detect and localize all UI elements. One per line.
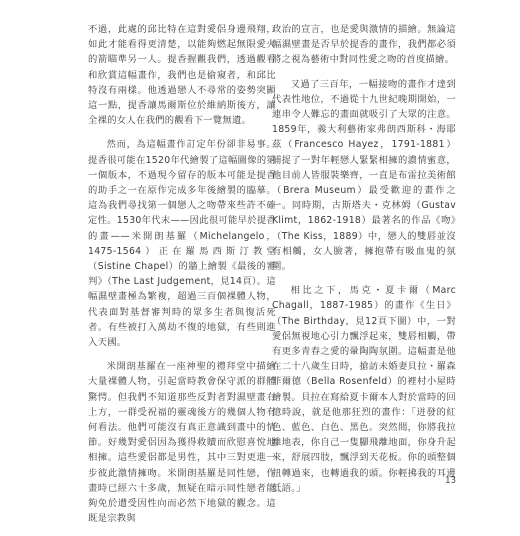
paragraph: 米開朗基羅在一座神聖的禮拜堂中描繪大量裸體人物，引起當時教會保守派的群體驚愕。但我們不知道那些反對者對濕壁畫右上方，一群受祝福的靈魂後方的幾個人物有何看法。他們可能沒有真正意識到畫中的情節。好幾對愛侶因為獲得救贖而欣慰喜悅地相擁。這些愛侶都是男性，其中三對更進一步彼此激情擁吻。米開朗基羅是同性戀，作畫時已經六十多歲，無疑在暗示同性戀者能夠免於遭受因性向而必然下地獄的觀念。這既是宗教與 [88,361,276,525]
paragraph: 然而，為這幅畫作訂定年份卻非易事。提香很可能在1520年代繪製了這幅圖像的第一個版本，不過現今留存的版本可能是提香的助手之一在原作完成多年後繪製的臨摹。這為我們尋找第一個戀人之吻帶來些許不確定性。1530年代末——因此很可能早於提香的畫——米開朗基羅（Michelangelo，1475-1564）正在羅馬西斯汀教堂（Sistine Chapel）的牆上繪製《最後的審判》（The Last Judgement，見14頁）。這幅濕壁畫極為繁複，超過三百個裸體人物，代表面對基督審判時的眾多生者與復活死者。有些被打入萬劫不復的地獄，有些則進入天國。 [88,139,277,349]
page-number: 13 [445,476,456,486]
paragraph: 政治的宣言，也是愛與激情的描繪。無論這幅濕壁畫是否早於提香的畫作，我們都必須將之視為藝術中對同性愛之吻的首度描繪。 [272,24,456,66]
paragraph: 不過，此處的邱比特在這對愛侶身邊飛翔，如此才能看得更清楚，以能夠燃起無限愛火的箭瞄準另一人。提香握觀我們，透過觀看和欣賞這幅畫作，我們也是偷窺者，和邱比特沒有兩樣。他透過戀人不尋常的姿勢突顯這一點，提香讓馬爾斯位於維納斯後方，讓全裸的女人在我們的觀看下一覽無遺。 [88,24,276,127]
left-text-column [88,22,276,536]
paragraph: 又過了三百年，一幅接吻的畫作才達到代表性地位，不過從十九世紀晚期開始，一連串令人難忘的畫面就吸引了大眾的注意。1859年，義大利藝術家弗朗西斯科・海耶茲（Francesco Hayez，1791-1881）捕捉了一對年輕戀人緊緊相擁的濃情蜜意，他目前人皆服裝樂齊，一直是布雷拉美術館（Brera Museum）最受歡迎的畫作之一。同時期，古斯塔夫・克林姆（Gustav Klimt，1862-1918）最著名的作品《吻》（The Kiss，1889）中，戀人的雙唇並沒有相觸，女人臉著，擁抱帶有吸血鬼的氛圍。 [272,78,456,273]
right-text-column [272,22,456,505]
paragraph: 相比之下，馬克・夏卡爾（Marc Chagall，1887-1985）的畫作《生日》（The Birthday，見12頁下圖）中，一對愛侶無視地心引力飄浮起來，雙唇相觸，帶有更多青春之愛的暈陶陶氛圍。這幅畫是他在二十八歲生日時，搶訪未婚妻貝拉・羅森菲爾德（Bella Rosenfeld）的裡村小屋時繪製。貝拉在寫給夏卡爾本人對於當時的回憶時說，就是他那狂烈的畫作：「迸發的紅色、藍色、白色、黑色。突然間，你將我拉離地表，你自己一隻腳飛離地面，你身升起來，舒展四肢，飄浮到天花板。你的頭整個扭轉過來，也轉過我的頭。你輕拂我的耳邊低語。」 [272,285,456,494]
